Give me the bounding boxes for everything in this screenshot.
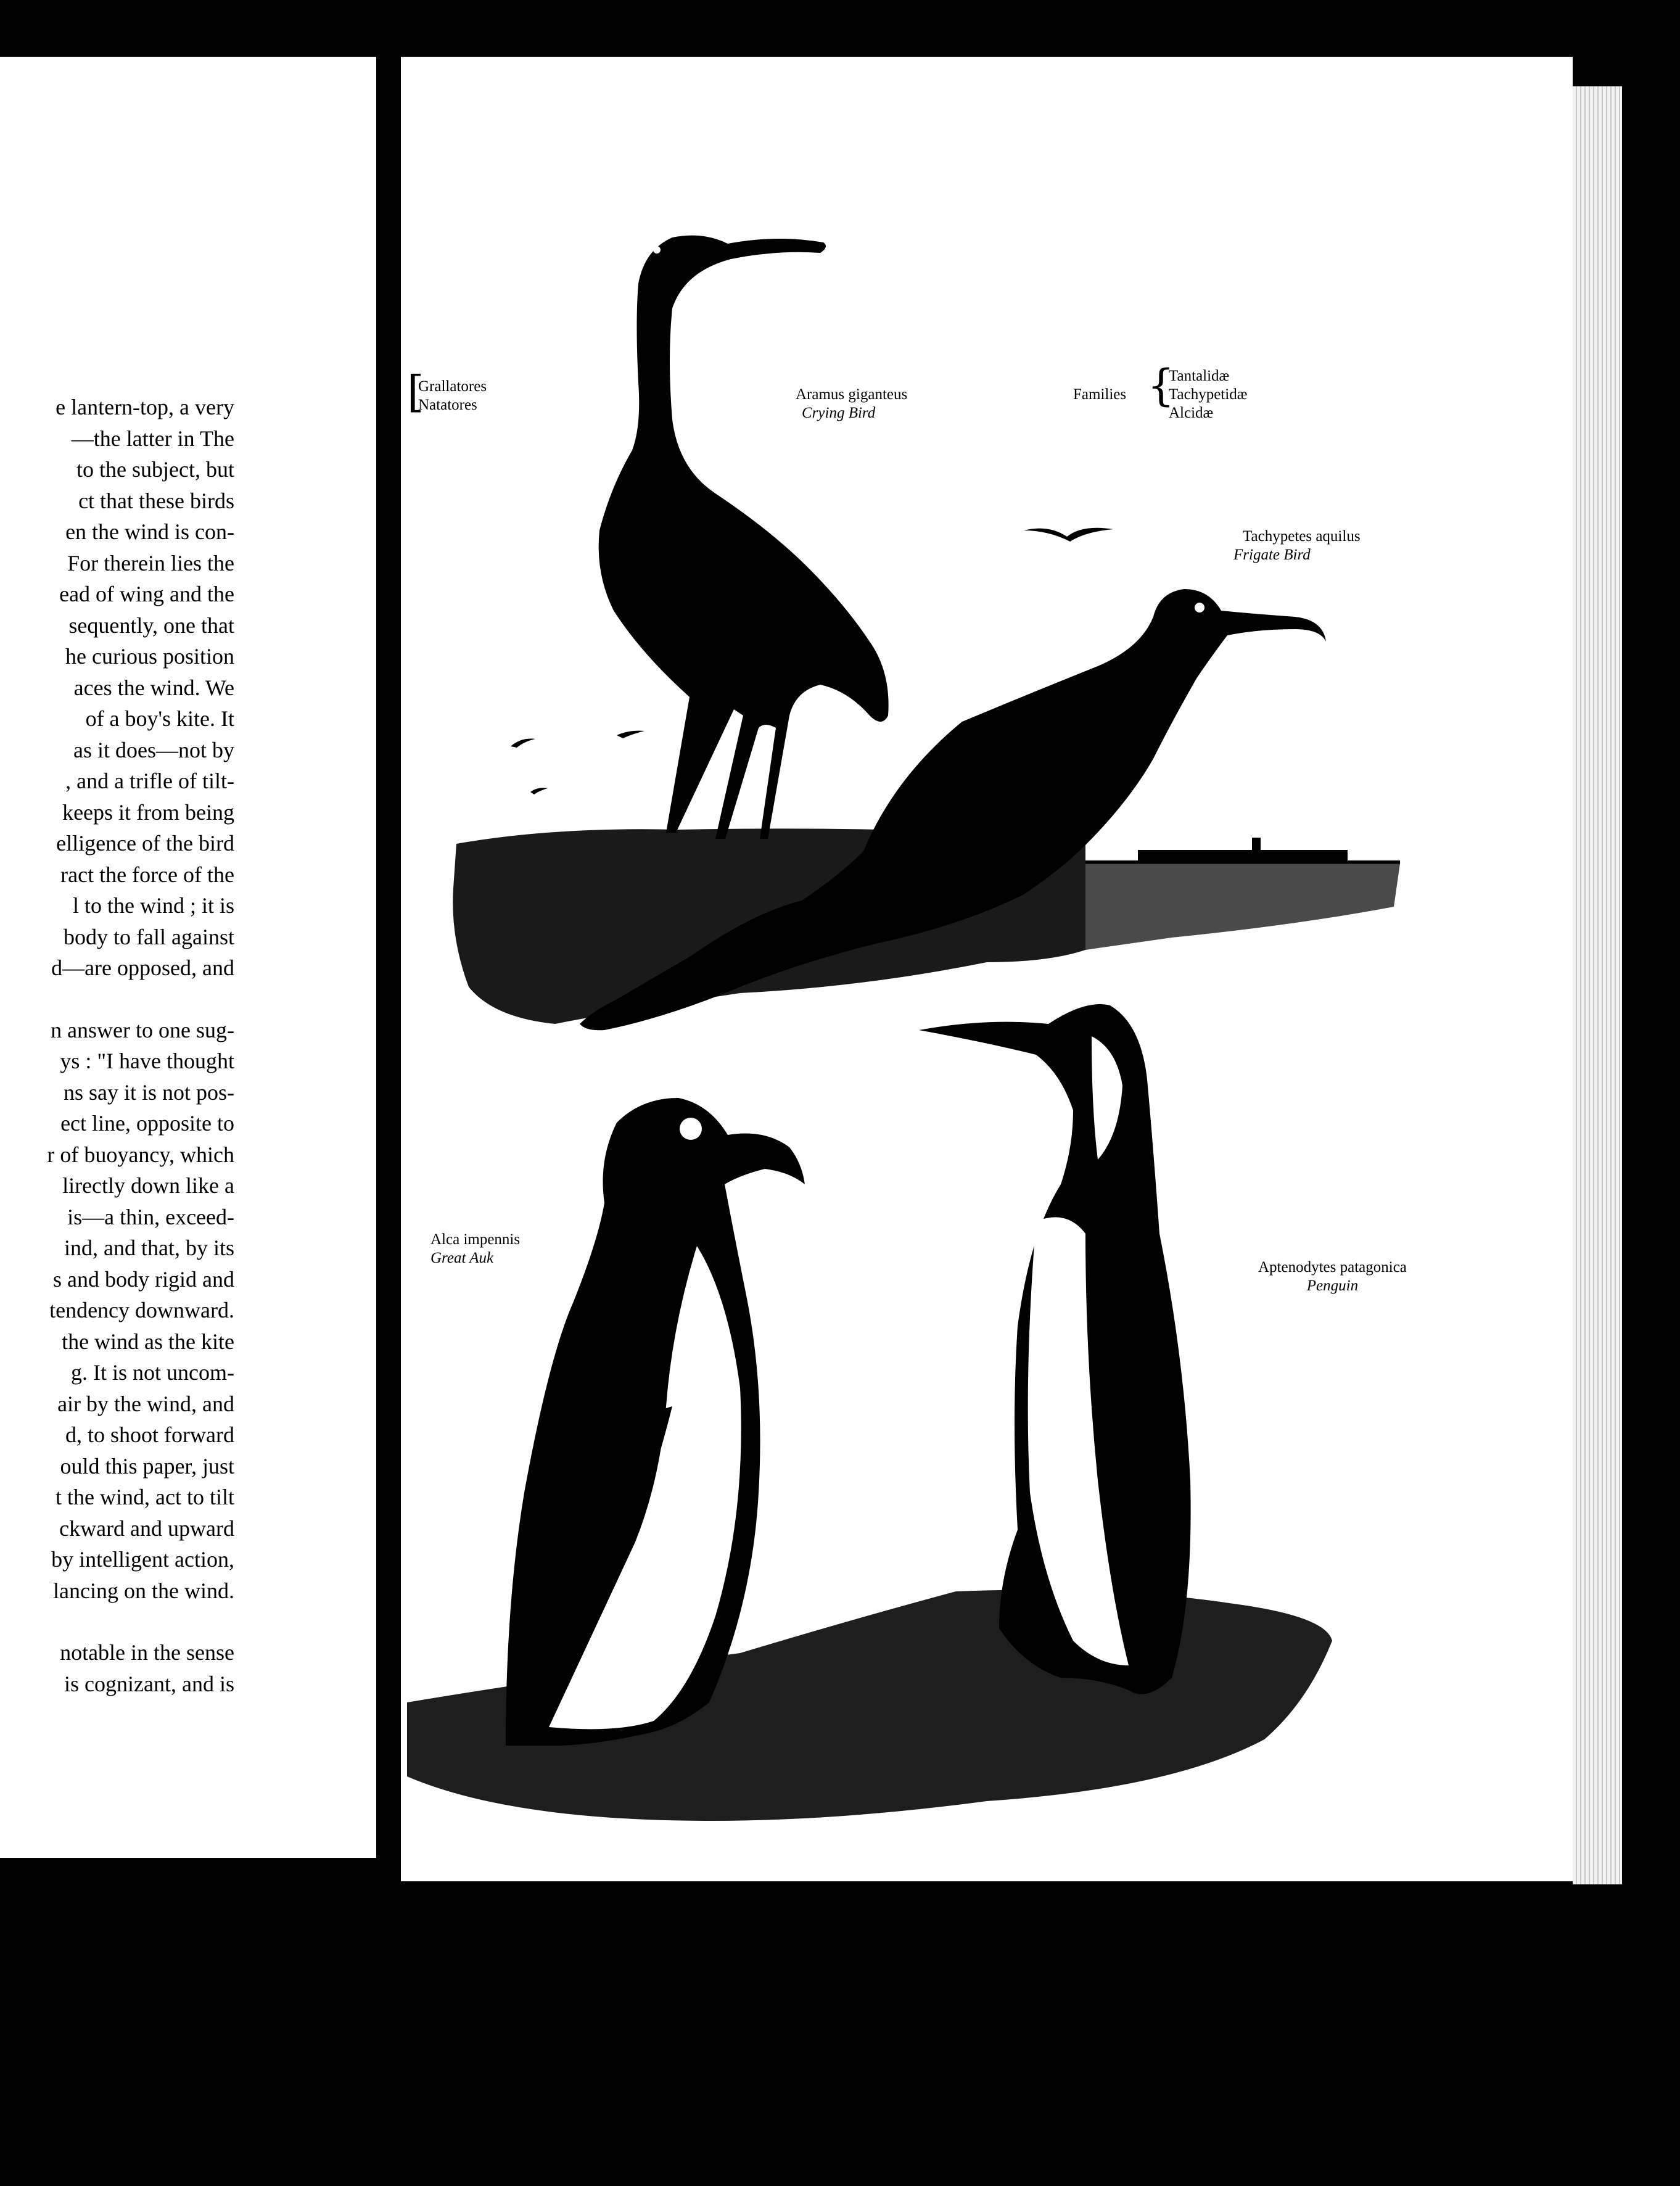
flying-bird: [617, 731, 644, 738]
family-label: Alcidæ: [1169, 405, 1214, 421]
flying-bird: [530, 788, 548, 794]
text-line: is cognizant, and is: [64, 1671, 234, 1696]
crying-bird-eye: [653, 246, 661, 254]
text-line: ys : "I have thought: [60, 1049, 234, 1073]
caption-common: Penguin: [1306, 1277, 1359, 1294]
text-line: —the latter in The: [71, 426, 234, 451]
family-label: Tantalidæ: [1169, 368, 1230, 384]
order-label: Natatores: [418, 397, 477, 413]
caption-latin: Aptenodytes patagonica: [1258, 1259, 1407, 1276]
text-line: ould this paper, just: [60, 1453, 234, 1479]
brace-icon: [: [407, 366, 424, 417]
text-line: d, to shoot forward: [65, 1422, 234, 1447]
caption-frigate-bird: [1233, 527, 1361, 564]
text-line: tendency downward.: [49, 1298, 234, 1322]
order-labels: [418, 377, 487, 415]
text-line: ckward and upward: [59, 1516, 234, 1541]
distant-tower: [1252, 838, 1261, 851]
text-line: For therein lies the: [67, 550, 234, 575]
text-line: as it does—not by: [73, 737, 234, 762]
text-line: e lantern-top, a very: [56, 395, 234, 419]
caption-latin: Tachypetes aquilus: [1243, 528, 1361, 545]
sea: [1085, 864, 1400, 950]
text-line: he curious position: [65, 644, 234, 669]
caption-common: Crying Bird: [802, 405, 876, 421]
text-line: air by the wind, and: [57, 1391, 234, 1416]
flying-bird: [1024, 528, 1113, 542]
text-line: ct that these birds: [78, 488, 234, 513]
text-line: is—a thin, exceed-: [67, 1204, 234, 1229]
text-line: body to fall against: [64, 924, 234, 949]
text-line: r of buoyancy, which: [47, 1142, 234, 1167]
caption-common: Great Auk: [430, 1250, 494, 1266]
order-label: Grallatores: [418, 378, 487, 395]
brace-icon: {: [1147, 360, 1175, 411]
text-line: ns say it is not pos-: [63, 1079, 234, 1105]
text-line: by intelligent action,: [51, 1547, 234, 1572]
caption-latin: Alca impennis: [430, 1231, 521, 1248]
text-line: n answer to one sug-: [51, 1017, 234, 1042]
text-line: keeps it from being: [62, 799, 234, 825]
text-line: d—are opposed, and: [51, 955, 234, 980]
text-line: l to the wind ; it is: [72, 893, 234, 918]
caption-crying-bird: [796, 386, 907, 423]
text-line: notable in the sense: [60, 1640, 234, 1665]
caption-common: Frigate Bird: [1233, 546, 1311, 563]
family-label: Tachypetidæ: [1169, 386, 1248, 403]
text-line: ect line, opposite to: [60, 1111, 234, 1136]
caption-penguin: [1258, 1258, 1407, 1295]
text-line: , and a trifle of tilt-: [65, 769, 234, 793]
family-list: [1169, 367, 1247, 423]
text-line: aces the wind. We: [73, 675, 234, 700]
text-line: of a boy's kite. It: [85, 706, 234, 731]
text-line: t the wind, act to tilt: [56, 1485, 234, 1509]
families-label: Families: [1073, 386, 1127, 403]
text-line: g. It is not uncom-: [71, 1360, 234, 1385]
text-line: the wind as the kite: [62, 1329, 234, 1354]
text-line: ead of wing and the: [59, 582, 234, 606]
caption-great-auk: [430, 1231, 520, 1268]
crying-bird: [599, 236, 889, 839]
text-line: to the subject, but: [76, 457, 234, 482]
text-line: en the wind is con-: [65, 519, 234, 544]
distant-fort: [1138, 850, 1348, 862]
frigate-bird-eye: [1195, 603, 1204, 612]
text-line: sequently, one that: [68, 612, 234, 638]
text-line: lancing on the wind.: [53, 1578, 234, 1603]
text-line: lirectly down like a: [62, 1173, 234, 1198]
flying-bird: [511, 739, 535, 748]
text-line: s and body rigid and: [53, 1266, 234, 1292]
text-line: ind, and that, by its: [64, 1235, 234, 1260]
caption-latin: Aramus giganteus: [796, 386, 908, 403]
text-line: ract the force of the: [60, 862, 234, 887]
great-auk-eye-patch: [680, 1118, 702, 1140]
text-line: elligence of the bird: [56, 831, 234, 856]
